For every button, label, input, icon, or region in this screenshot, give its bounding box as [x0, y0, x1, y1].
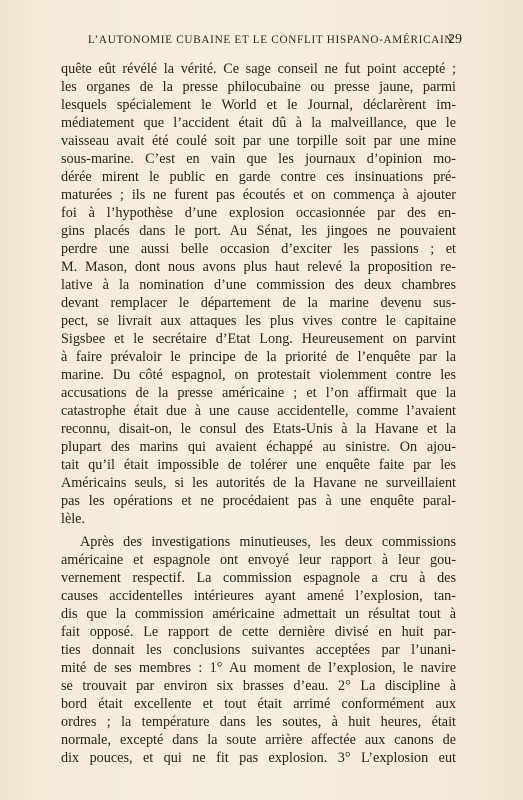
text-line: sous-marine. C’est en vain que les journaux d’opinion mo-: [61, 151, 456, 167]
text-line: lative à la nomination d’une commission des deux chambres: [61, 277, 456, 293]
text-line: pect, se livrait aux attaques les plus vives contre le capitaine: [61, 313, 456, 329]
text-line: ties donnait les conclusions suivantes acceptées par l’unani-: [61, 642, 456, 658]
text-line: perdre une aussi belle occasion d’exciter les passions ; et: [61, 241, 456, 257]
text-line: lèle.: [61, 511, 86, 527]
text-line: ordres ; la température dans les soutes, à huit heures, était: [61, 714, 456, 730]
text-line: fait opposé. Le rapport de cette dernière divisé en huit par-: [61, 624, 456, 640]
text-line: se trouvait par environ six brasses d’eau. 2° La discipline à: [61, 678, 456, 694]
text-line: lesquels spécialement le World et le Journal, déclarèrent im-: [61, 97, 456, 113]
text-line: bord était excellente et tout était arrimé conformément aux: [61, 696, 456, 712]
page-number: 29: [448, 32, 462, 47]
text-line: normale, excepté dans la soute arrière affectée aux canons de: [61, 732, 456, 748]
text-line: catastrophe était due à une cause accidentelle, comme l’avaient: [61, 403, 456, 419]
text-line: plupart des marins qui avaient échappé au sinistre. On ajou-: [61, 439, 456, 455]
text-line: dis que la commission américaine admettait un résultat tout à: [61, 606, 456, 622]
text-line: Américains seuls, si les autorités de la Havane ne surveillaient: [61, 475, 456, 491]
text-line: vernement respectif. La commission espagnole a cru à des: [61, 570, 456, 586]
text-line: dérée mirent le public en garde contre ces insinuations pré-: [61, 169, 456, 185]
text-line: vaisseau avait été coulé soit par une torpille soit par une mine: [61, 133, 456, 149]
text-line: dix pouces, et qui ne fit pas explosion. 3° L’explosion eut: [61, 750, 456, 766]
text-line: gins placés dans le port. Au Sénat, les jingoes ne pouvaient: [61, 223, 456, 239]
text-line: reconnu, disait-on, le consul des Etats-Unis à la Havane et la: [61, 421, 456, 437]
text-line: maturées ; ils ne furent pas écoutés et on commença à ajouter: [61, 187, 456, 203]
text-line: tait qu’il était impossible de tolérer une enquête faite par les: [61, 457, 456, 473]
text-line: causes accidentelles intérieures ayant amené l’explosion, tan-: [61, 588, 456, 604]
text-line: accusations de la presse américaine ; et l’on affirmait que la: [61, 385, 456, 401]
body-text: [61, 60, 456, 767]
text-line: devant remplacer le département de la marine devenu sus-: [61, 295, 456, 311]
text-line: pas les opérations et ne procédaient pas à une enquête paral-: [61, 493, 456, 509]
paragraph-1: [61, 60, 456, 528]
text-line: Après des investigations minutieuses, les deux commissions: [80, 534, 456, 550]
text-line: quête eût révélé la vérité. Ce sage conseil ne fut point accepté ;: [61, 61, 456, 77]
text-line: médiatement que l’accident était dû à la malveillance, que le: [61, 115, 456, 131]
text-line: foi à l’hypothèse d’une explosion occasionnée par des en-: [61, 205, 456, 221]
running-head: [88, 34, 462, 52]
text-line: marine. Du côté espagnol, on protestait violemment contre les: [61, 367, 456, 383]
text-line: les organes de la presse philocubaine ou presse jaune, parmi: [61, 79, 456, 95]
text-line: mité de ses membres : 1° Au moment de l’explosion, le navire: [61, 660, 456, 676]
text-line: M. Mason, dont nous avons plus haut relevé la proposition re-: [61, 259, 456, 275]
paragraph-2: [61, 533, 456, 767]
text-line: à faire prévaloir le principe de la priorité de l’enquête par la: [61, 349, 456, 365]
running-title: L’AUTONOMIE CUBAINE ET LE CONFLIT HISPANO-AMÉRICAIN: [88, 34, 454, 46]
text-line: américaine et espagnole ont envoyé leur rapport à leur gou-: [61, 552, 456, 568]
text-line: Sigsbee et le secrétaire d’Etat Long. Heureusement on parvint: [61, 331, 456, 347]
